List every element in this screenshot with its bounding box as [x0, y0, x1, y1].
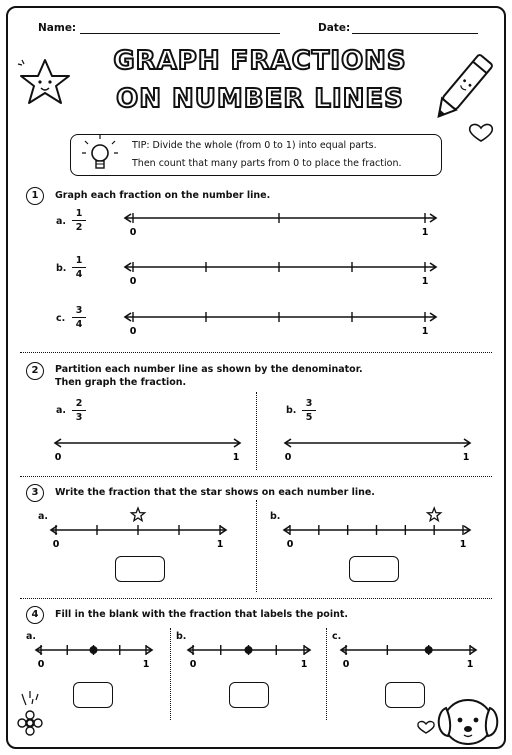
tick-label: 1 — [421, 326, 429, 337]
denominator: 3 — [75, 412, 83, 423]
section-number: 2 — [26, 362, 44, 380]
denominator: 2 — [75, 222, 83, 233]
star-marker-icon — [428, 508, 441, 521]
section1-instruction: Graph each fraction on the number line. — [55, 190, 271, 201]
tick-label: 0 — [129, 276, 137, 287]
item-letter: a. — [38, 511, 49, 522]
tick-label: 1 — [459, 539, 467, 550]
date-label: Date: — [318, 22, 351, 34]
section-number: 4 — [26, 606, 44, 624]
section2-instruction-line1: Partition each number line as shown by the denominator. — [55, 364, 363, 375]
tick-label: 0 — [52, 539, 60, 550]
tick-label: 1 — [300, 659, 308, 670]
numerator: 1 — [75, 255, 83, 266]
tick-label: 0 — [284, 452, 292, 463]
item-letter: a. — [26, 631, 37, 642]
tip-line1: TIP: Divide the whole (from 0 to 1) into equal parts. — [132, 140, 377, 151]
section-number: 1 — [26, 187, 44, 205]
tick-label: 1 — [462, 452, 470, 463]
item-letter: a. — [56, 405, 67, 416]
item-letter: a. — [56, 216, 67, 227]
section2-instruction-line2: Then graph the fraction. — [55, 377, 187, 388]
page-title-line2: ON NUMBER LINES — [116, 84, 404, 114]
section3-instruction: Write the fraction that the star shows on each number line. — [55, 487, 375, 498]
name-label: Name: — [38, 22, 77, 34]
point-marker — [90, 646, 98, 654]
page-title-line1: GRAPH FRACTIONS — [113, 46, 407, 76]
tick-label: 1 — [232, 452, 240, 463]
tick-label: 1 — [466, 659, 474, 670]
tick-label: 0 — [54, 452, 62, 463]
item-letter: c. — [56, 313, 66, 324]
item-letter: c. — [332, 631, 342, 642]
numerator: 2 — [75, 398, 83, 409]
point-marker — [425, 646, 433, 654]
tick-label: 1 — [421, 227, 429, 238]
tip-line2: Then count that many parts from 0 to place the fraction. — [132, 158, 402, 169]
section4-instruction: Fill in the blank with the fraction that labels the point. — [55, 609, 349, 620]
numerator: 3 — [305, 398, 313, 409]
tick-label: 0 — [189, 659, 197, 670]
tick-label: 1 — [142, 659, 150, 670]
point-marker — [245, 646, 253, 654]
numerator: 1 — [75, 208, 83, 219]
star-marker-icon — [131, 508, 144, 521]
denominator: 4 — [75, 269, 83, 280]
tick-label: 1 — [216, 539, 224, 550]
tick-label: 0 — [286, 539, 294, 550]
denominator: 4 — [75, 319, 83, 330]
denominator: 5 — [305, 412, 313, 423]
tick-label: 0 — [37, 659, 45, 670]
tick-label: 1 — [421, 276, 429, 287]
tick-label: 0 — [129, 227, 137, 238]
section-number: 3 — [26, 484, 44, 502]
item-letter: b. — [270, 511, 281, 522]
tick-label: 0 — [342, 659, 350, 670]
numerator: 3 — [75, 305, 83, 316]
item-letter: b. — [56, 263, 67, 274]
item-letter: b. — [176, 631, 187, 642]
item-letter: b. — [286, 405, 297, 416]
tick-label: 0 — [129, 326, 137, 337]
